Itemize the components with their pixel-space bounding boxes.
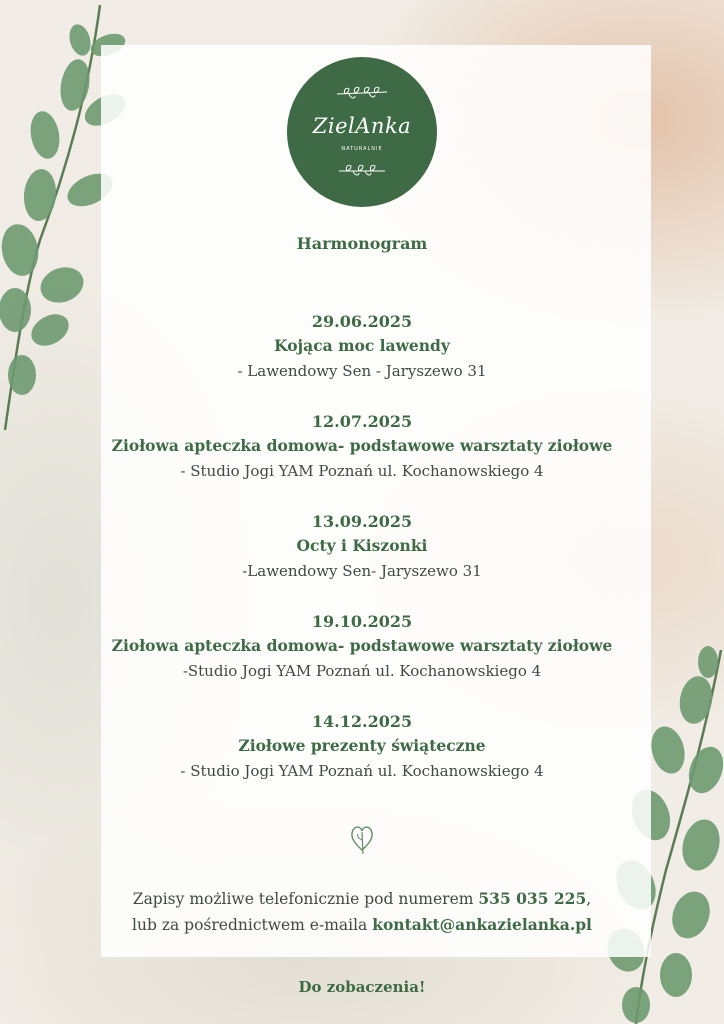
contact-line1: Zapisy możliwe telefonicznie pod numerem bbox=[132, 890, 479, 908]
zielanka-logo bbox=[287, 57, 437, 207]
event-1 bbox=[0, 310, 724, 384]
event-date: 12.07.2025 bbox=[311, 412, 413, 431]
event-place: - Lawendowy Sen - Jaryszewo 31 bbox=[237, 362, 487, 380]
closing-text: Do zobaczenia! bbox=[298, 978, 426, 996]
phone-number[interactable]: 535 035 225 bbox=[478, 889, 587, 908]
leaf-branch-icon bbox=[335, 85, 389, 101]
event-title: Ziołowa apteczka domowa- podstawowe warsztaty ziołowe bbox=[111, 636, 613, 655]
event-title: Octy i Kiszonki bbox=[296, 536, 428, 555]
event-date: 14.12.2025 bbox=[311, 712, 413, 731]
event-2 bbox=[0, 410, 724, 484]
event-date: 19.10.2025 bbox=[311, 612, 413, 631]
leaf-branch-icon bbox=[337, 163, 387, 179]
event-place: - Studio Jogi YAM Poznań ul. Kochanowskiego 4 bbox=[180, 462, 544, 480]
event-title: Ziołowa apteczka domowa- podstawowe warsztaty ziołowe bbox=[111, 436, 613, 455]
email-address[interactable]: kontakt@ankazielanka.pl bbox=[372, 915, 592, 934]
event-3 bbox=[0, 510, 724, 584]
event-4 bbox=[0, 610, 724, 684]
event-title: Kojąca moc lawendy bbox=[274, 336, 450, 355]
contact-line2: lub za pośrednictwem e-maila bbox=[132, 916, 373, 934]
contact-line1-end: , bbox=[586, 890, 592, 908]
event-title: Ziołowe prezenty świąteczne bbox=[238, 736, 486, 755]
event-date: 13.09.2025 bbox=[311, 512, 413, 531]
event-place: -Studio Jogi YAM Poznań ul. Kochanowskiego 4 bbox=[182, 662, 542, 680]
logo-tagline: NATURALNIE bbox=[341, 146, 383, 152]
event-place: - Studio Jogi YAM Poznań ul. Kochanowskiego 4 bbox=[180, 762, 544, 780]
event-5 bbox=[0, 710, 724, 784]
page-title: Harmonogram bbox=[296, 234, 428, 253]
heart-leaf-icon bbox=[349, 822, 375, 856]
logo-name: ZielAnka bbox=[312, 114, 412, 138]
event-place: -Lawendowy Sen- Jaryszewo 31 bbox=[242, 562, 482, 580]
contact-info bbox=[0, 886, 724, 938]
event-date: 29.06.2025 bbox=[311, 312, 413, 331]
